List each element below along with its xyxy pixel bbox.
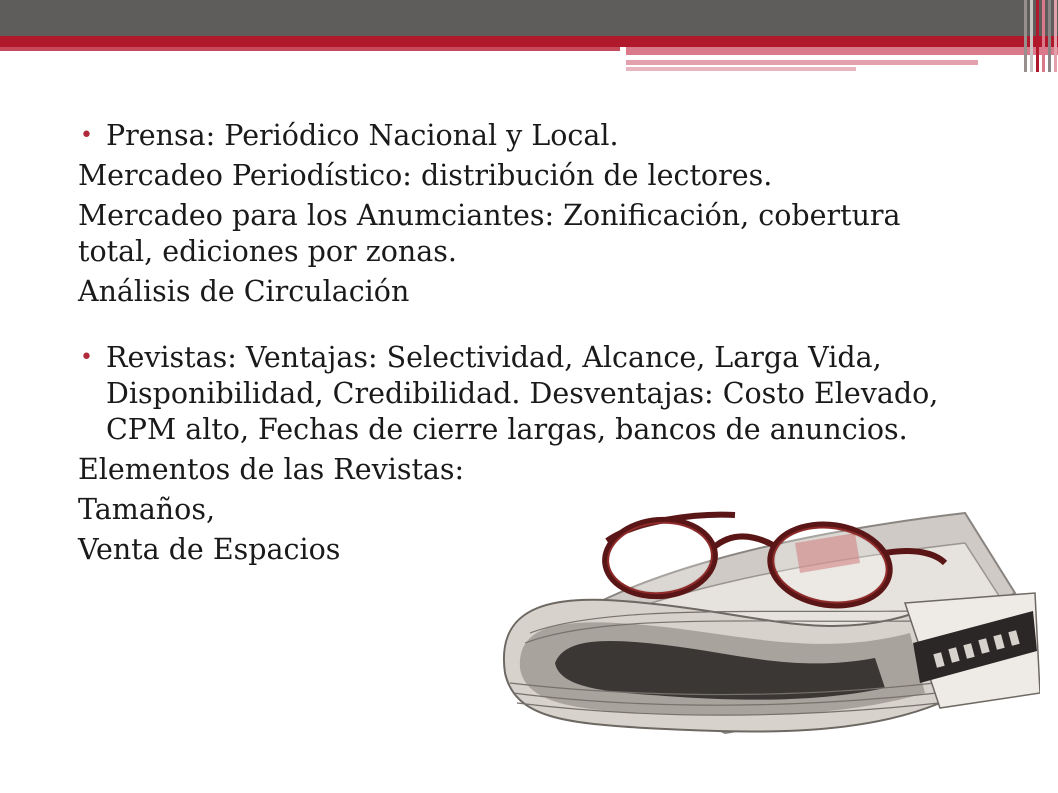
bullet-text: Revistas: Ventajas: Selectividad, Alcance, Larga Vida, — [106, 341, 882, 374]
bullet-text: CPM alto, Fechas de cierre largas, bancos de anuncios. — [106, 413, 908, 446]
header-stripes — [1022, 0, 1058, 72]
bullet-continuation — [78, 412, 1038, 448]
text-line: Mercadeo Periodístico: distribución de lectores. — [78, 159, 773, 192]
text-line: Elementos de las Revistas: — [78, 453, 465, 486]
header-accent-bar — [0, 36, 1058, 47]
bullet-prensa — [78, 118, 1038, 154]
text-line: Mercadeo para los Anumciantes: Zonificación, cobertura — [78, 199, 901, 232]
text-line: Análisis de Circulación — [78, 275, 410, 308]
bullet-revistas — [78, 340, 1038, 376]
header-bar — [0, 0, 1058, 36]
newspaper-with-glasses-icon — [495, 493, 1040, 743]
text-line: total, ediciones por zonas. — [78, 235, 457, 268]
bullet-continuation — [78, 376, 1038, 412]
bullet-dot-icon: • — [80, 345, 93, 370]
text-line: Venta de Espacios — [78, 533, 341, 566]
header-band — [0, 47, 620, 51]
header-band — [626, 67, 856, 71]
text-line: Tamaños, — [78, 493, 216, 526]
bullet-text: Disponibilidad, Credibilidad. Desventajas: Costo Elevado, — [106, 377, 939, 410]
bullet-text: Prensa: Periódico Nacional y Local. — [106, 119, 619, 152]
bullet-dot-icon: • — [80, 123, 93, 148]
header-band — [626, 47, 1058, 55]
header-band — [626, 60, 978, 65]
